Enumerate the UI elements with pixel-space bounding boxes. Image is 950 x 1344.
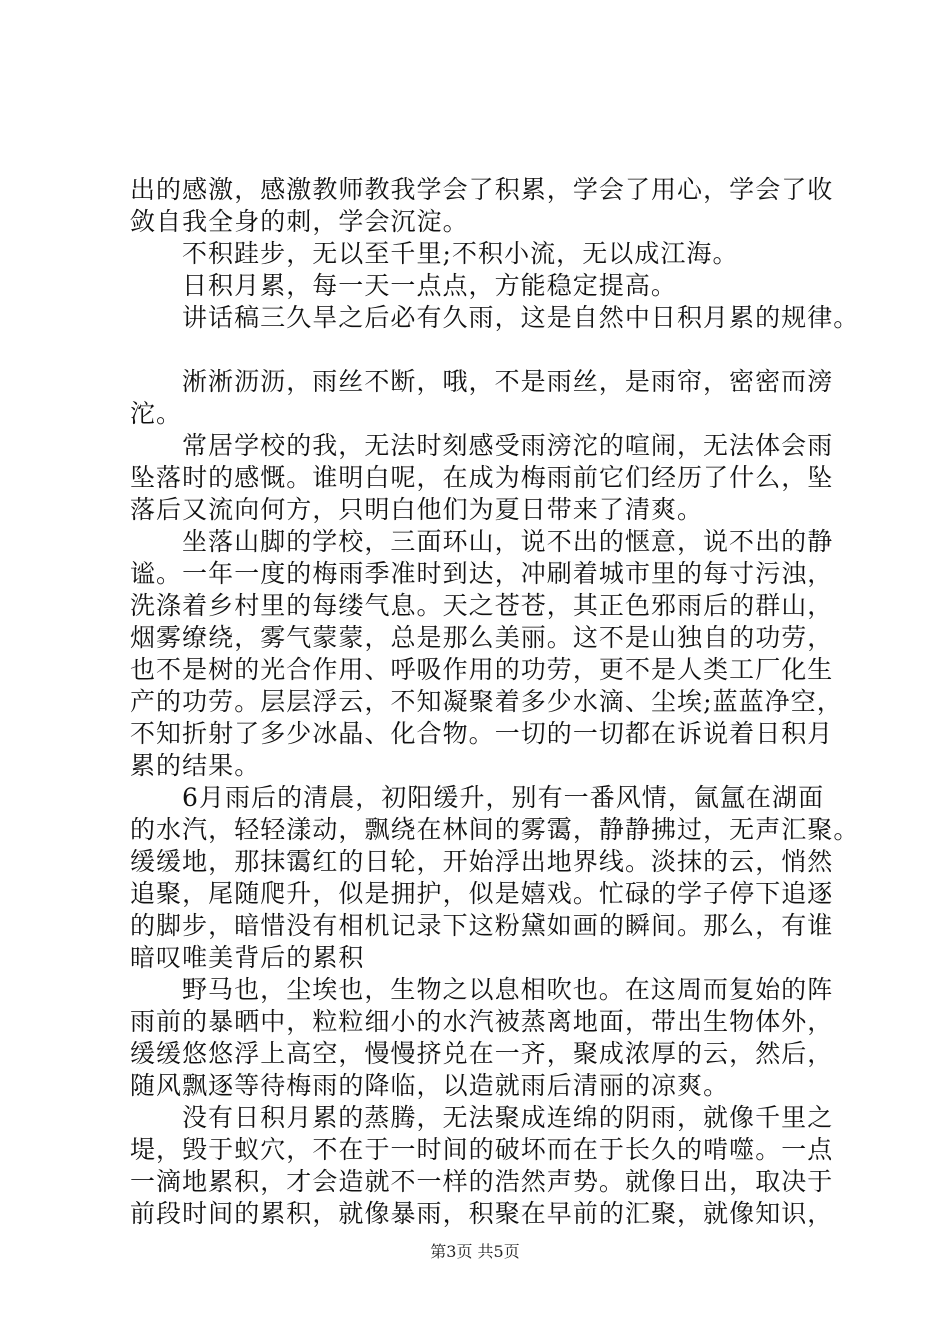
- text-line: 洗涤着乡村里的每缕气息。天之苍苍，其正色邪雨后的群山，: [130, 591, 834, 620]
- text-line: 讲话稿三久旱之后必有久雨，这是自然中日积月累的规律。: [182, 303, 860, 332]
- text-line: 敛自我全身的刺，学会沉淀。: [130, 207, 469, 236]
- text-line: 随风飘逐等待梅雨的降临，以造就雨后清丽的凉爽。: [130, 1071, 730, 1100]
- text-line: 缓缓地，那抹霭红的日轮，开始浮出地界线。淡抹的云，悄然: [130, 847, 834, 876]
- text-line: 出的感激，感激教师教我学会了积累，学会了用心，学会了收: [130, 175, 834, 204]
- text-line: 产的功劳。层层浮云，不知凝聚着多少水滴、尘埃;蓝蓝净空，: [130, 687, 843, 716]
- text-line: 不积跬步，无以至千里;不积小流，无以成江海。: [182, 239, 739, 268]
- text-line: 暗叹唯美背后的累积: [130, 943, 365, 972]
- text-line: 缓缓悠悠浮上高空，慢慢挤兑在一齐，聚成浓厚的云，然后，: [130, 1039, 834, 1068]
- text-line: 累的结果。: [130, 751, 261, 780]
- text-line: 烟雾缭绕，雾气蒙蒙，总是那么美丽。这不是山独自的功劳，: [130, 623, 834, 652]
- text-line: 也不是树的光合作用、呼吸作用的功劳，更不是人类工厂化生: [130, 655, 834, 684]
- page-footer: [0, 1242, 950, 1262]
- text-line: 沱。: [130, 399, 183, 428]
- text-line: 没有日积月累的蒸腾，无法聚成连绵的阴雨，就像千里之: [182, 1103, 834, 1132]
- document-body: [130, 174, 860, 1230]
- text-line: 坐落山脚的学校，三面环山，说不出的惬意，说不出的静: [182, 527, 834, 556]
- text-line: 日积月累，每一天一点点，方能稳定提高。: [182, 271, 677, 300]
- text-line: 的脚步，暗惜没有相机记录下这粉黛如画的瞬间。那么，有谁: [130, 911, 834, 940]
- text-line: 堤，毁于蚁穴，不在于一时间的破坏而在于长久的啃噬。一点: [130, 1135, 834, 1164]
- text-line: 常居学校的我，无法时刻感受雨滂沱的喧闹，无法体会雨: [182, 431, 834, 460]
- text-line: 一滴地累积，才会造就不一样的浩然声势。就像日出，取决于: [130, 1167, 834, 1196]
- text-line: 前段时间的累积，就像暴雨，积聚在早前的汇聚，就像知识，: [130, 1199, 834, 1228]
- text-line: 谧。一年一度的梅雨季准时到达，冲刷着城市里的每寸污浊，: [130, 559, 834, 588]
- text-line: 的水汽，轻轻漾动，飘绕在林间的雾霭，静静拂过，无声汇聚。: [130, 815, 860, 844]
- text-line: 淅淅沥沥，雨丝不断，哦，不是雨丝，是雨帘，密密而滂: [182, 367, 834, 396]
- text-line: 不知折射了多少冰晶、化合物。一切的一切都在诉说着日积月: [130, 719, 834, 748]
- text-line: 追聚，尾随爬升，似是拥护，似是嬉戏。忙碌的学子停下追逐: [130, 879, 834, 908]
- text-line: 雨前的暴晒中，粒粒细小的水汽被蒸离地面，带出生物体外，: [130, 1007, 834, 1036]
- text-line: 6月雨后的清晨，初阳缓升，别有一番风情，氤氲在湖面: [182, 783, 825, 812]
- paragraph-gap: [130, 334, 830, 366]
- text-line: 坠落时的感慨。谁明白呢，在成为梅雨前它们经历了什么，坠: [130, 463, 834, 492]
- text-line: 野马也，尘埃也，生物之以息相吹也。在这周而复始的阵: [182, 975, 834, 1004]
- page-number: 第3页 共5页: [430, 1242, 520, 1261]
- text-line: 落后又流向何方，只明白他们为夏日带来了清爽。: [130, 495, 704, 524]
